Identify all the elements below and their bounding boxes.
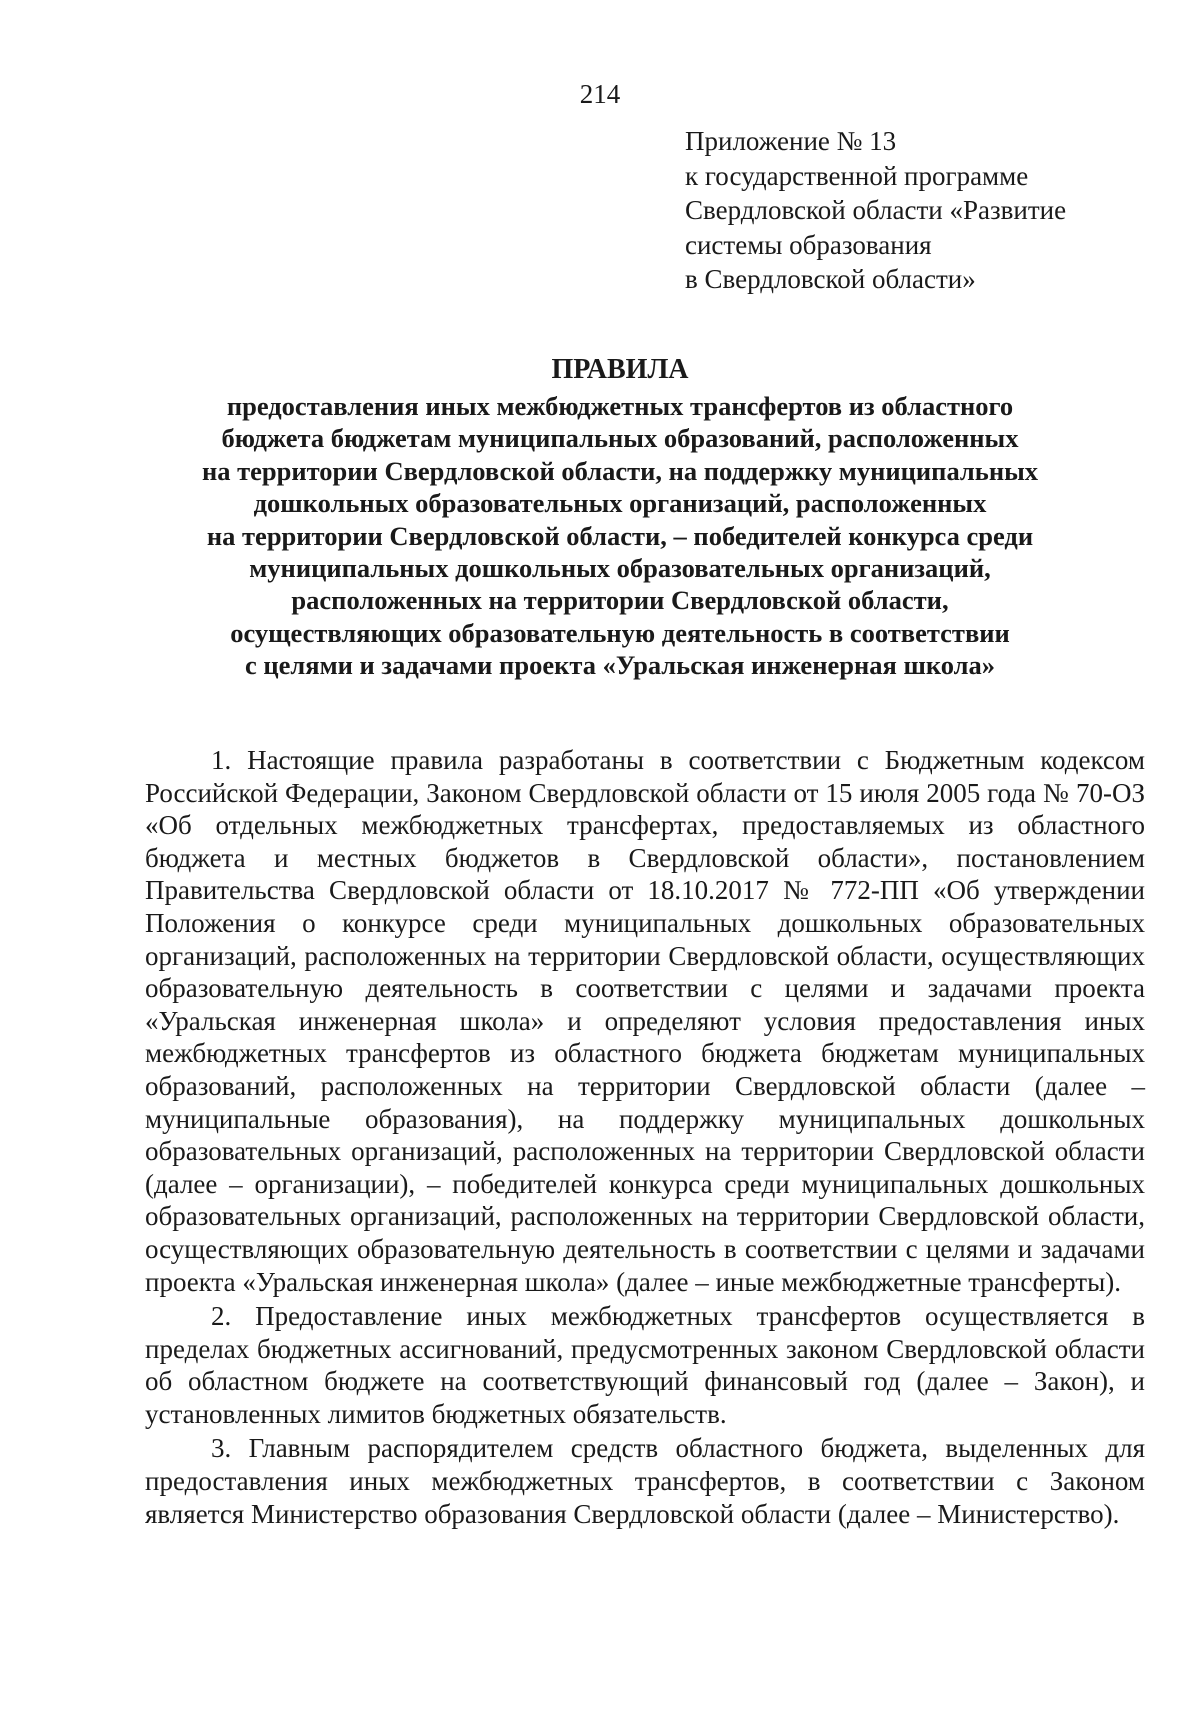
document-subtitle: [140, 390, 1100, 682]
subtitle-line: на территории Свердловской области, – победителей конкурса среди: [206, 520, 1034, 551]
appendix-line: к государственной программе: [685, 160, 1029, 191]
appendix-line: системы образования: [685, 229, 932, 260]
subtitle-line: бюджета бюджетам муниципальных образований, расположенных: [221, 423, 1019, 454]
document-body: [145, 744, 1145, 1532]
document-title: ПРАВИЛА: [551, 354, 689, 385]
page-number: 214: [579, 79, 621, 109]
subtitle-line: осуществляющих образовательную деятельность в соответствии: [230, 617, 1010, 648]
subtitle-line: на территории Свердловской области, на поддержку муниципальных: [201, 455, 1039, 486]
subtitle-line: предоставления иных межбюджетных трансфертов из областного: [226, 391, 1014, 421]
paragraph-2: 2. Предоставление иных межбюджетных трансфертов осуществляется в пределах бюджетных ассигнований, предусмотренных законом Свердловской области об областном бюджете на соответствующий финансовый год (далее – Закон), и установленных лимитов бюджетных обязательств.: [145, 1301, 1145, 1429]
appendix-note: [685, 124, 1165, 297]
appendix-line: в Свердловской области»: [685, 264, 976, 294]
subtitle-line: с целями и задачами проекта «Уральская инженерная школа»: [244, 650, 996, 681]
appendix-line: Свердловской области «Развитие: [685, 195, 1067, 225]
paragraph-3: 3. Главным распорядителем средств областного бюджета, выделенных для предоставления иных межбюджетных трансфертов, в соответствии с Законом является Министерство образования Свердловской области (далее – Министерство).: [145, 1433, 1145, 1529]
subtitle-line: расположенных на территории Свердловской области,: [291, 585, 949, 616]
appendix-line: Приложение № 13: [685, 126, 897, 156]
subtitle-line: дошкольных образовательных организаций, расположенных: [253, 488, 987, 519]
document-heading: [140, 352, 1100, 682]
paragraph-1: 1. Настоящие правила разработаны в соответствии с Бюджетным кодексом Российской Федерации, Законом Свердловской области от 15 июля 2005 года № 70-ОЗ «Об отдельных межбюджетных трансфертах, предоставляемых из областного бюджета и местных бюджетов в Свердловской области», постановлением Правительства Свердловской области от 18.10.2017 № 772-ПП «Об утверждении Положения о конкурсе среди муниципальных дошкольных образовательных организаций, расположенных на территории Свердловской области, осуществляющих образовательную деятельность в соответствии с целями и задачами проекта «Уральская инженерная школа» и определяют условия предоставления иных межбюджетных трансфертов из областного бюджета бюджетам муниципальных образований, расположенных на территории Свердловской области (далее – муниципальные образования), на поддержку муниципальных дошкольных образовательных организаций, расположенных на территории Свердловской области (далее – организации), – победителей конкурса среди муниципальных дошкольных образовательных организаций, расположенных на территории Свердловской области, осуществляющих образовательную деятельность в соответствии с целями и задачами проекта «Уральская инженерная школа» (далее – иные межбюджетные трансферты).: [145, 745, 1145, 1297]
subtitle-line: муниципальных дошкольных образовательных организаций,: [249, 553, 991, 584]
